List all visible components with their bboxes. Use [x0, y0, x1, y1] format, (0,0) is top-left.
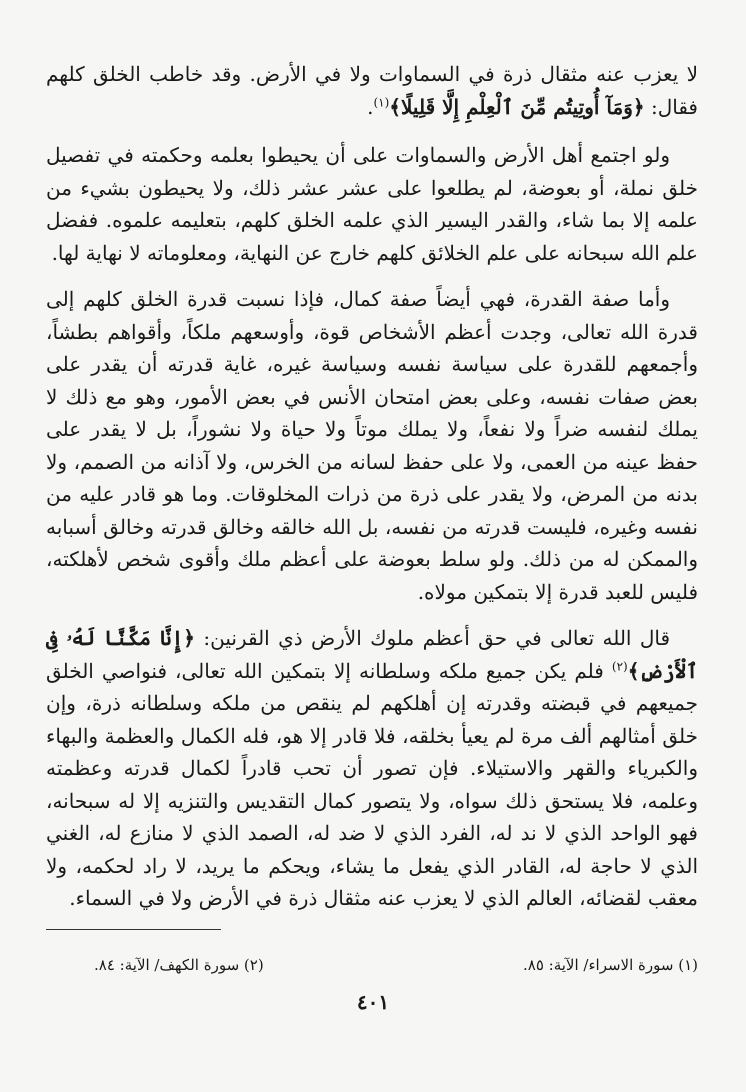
- paragraph-2: [46, 139, 698, 269]
- paragraph-1-text: لا يعزب عنه مثقال ذرة في السماوات ولا في الأرض. وقد خاطب الخلق كلهم فقال:: [46, 62, 698, 119]
- paragraph-4-intro: قال الله تعالى في حق أعظم ملوك الأرض ذي القرنين:: [203, 626, 671, 650]
- paragraph-1-end: .: [367, 94, 374, 119]
- footnote-marker-1: (١): [373, 94, 390, 109]
- paragraph-4-text: فلم يكن جميع ملكه وسلطانه إلا بتمكين الله تعالى، فنواصي الخلق جميعهم في قبضته وقدرته إن أهلكهم لم ينقص من ملكه وسلطانه ذرة، وإن خلق أمثالهم ألف مرة لم يعيأ بخلقه، فلا قادر إلا هو، فله الكمال والعظمة والبهاء والكبرياء والقهر والاستيلاء. فإن تصور أن تحب قادراً لكمال قدرته وعظمته وعلمه، فلا يستحق ذلك سواه، ولا يتصور كمال التقديس والتنزيه إلا له سبحانه، فهو الواحد الذي لا ند له، الفرد الذي لا ضد له، الصمد الذي لا منازع له، الغني الذي لا حاجة له، القادر الذي يفعل ما يشاء، ويحكم ما يريد، لا راد لحكمه، ولا معقب لقضائه، العالم الذي لا يعزب عنه مثقال ذرة في الأرض ولا في السماء.: [46, 658, 698, 910]
- paragraph-3-text: وأما صفة القدرة، فهي أيضاً صفة كمال، فإذا نسبت قدرة الخلق كلهم إلى قدرة الله تعالى، وجدت أعظم الأشخاص قوة، وأوسعهم ملكاً، وأقواهم بطشاً، وأجمعهم للقدرة على سياسة نفسه وسياسة غيره، غاية قدرته أن يقدر على بعض صفات نفسه، وعلى بعض امتحان الأنس في بعض الأمور، وهو مع ذلك لا يملك لنفسه ضراً ولا نفعاً، ولا يملك موتاً ولا حياة ولا نشوراً، بل لا يقدر على حفظ عينه من العمى، ولا على حفظ لسانه من الخرس، ولا آذانه من الصمم، ولا بدنه من المرض، ولا يقدر على ذرة من ذرات المخلوقات. وما هو قادر عليه من نفسه وغيره، فليست قدرته من نفسه، بل الله خالقه وخالق قدرته وخالق أسبابه والممكن له من ذلك. ولو سلط بعوضة على أعظم ملك وأقوى شخص لأهلكته، فليس للعبد قدرة إلا بتمكين مولاه.: [46, 287, 698, 604]
- footnote-2: (٢) سورة الكهف/ الآية: ٨٤.: [94, 955, 264, 974]
- paragraph-3: [46, 283, 698, 608]
- quran-verse-2: ﴿إِنَّا مَكَّنَّا لَهُۥ فِى ٱلْأَرْضِ﴾: [46, 626, 699, 683]
- paragraph-2-text: ولو اجتمع أهل الأرض والسماوات على أن يحيطوا بعلمه وحكمته في تفصيل خلق نملة، أو بعوضة، لم يطلعوا على عشر عشر ذلك، ولا يحيطون بشيء من علمه إلا بما شاء، والقدر اليسير الذي علمه الخلق كلهم، بتعليمه علموه. ففضل علم الله سبحانه على علم الخلائق كلهم خارج عن النهاية، ومعلوماته لا نهاية لها.: [46, 143, 698, 265]
- page-number: ٤٠١: [356, 990, 390, 1014]
- footnotes: [46, 954, 698, 976]
- paragraph-1: [46, 58, 698, 123]
- footnote-marker-2: (٢): [611, 658, 628, 673]
- quran-verse-1: ﴿وَمَآ أُوتِيتُم مِّنَ ٱلْعِلْمِ إِلَّا قَلِيلًا﴾: [389, 94, 645, 119]
- footnote-1: (١) سورة الاسراء/ الآية: ٨٥.: [522, 955, 698, 974]
- footnote-divider: [46, 929, 221, 930]
- paragraph-4: [46, 622, 698, 915]
